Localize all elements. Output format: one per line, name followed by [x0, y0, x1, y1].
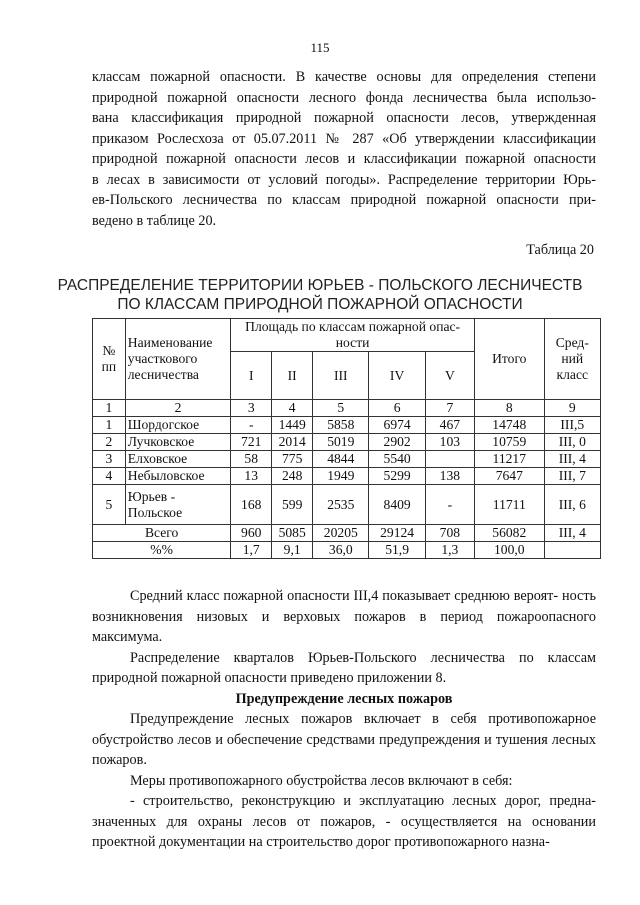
- row-value: 138: [425, 468, 474, 485]
- row-total: 10759: [474, 434, 544, 451]
- table-title-line-1: РАСПРЕДЕЛЕНИЕ ТЕРРИТОРИИ ЮРЬЕВ - ПОЛЬСКОГО ЛЕСНИЧЕСТВ: [57, 277, 583, 294]
- header-class-iii: III: [313, 352, 369, 400]
- table-row: [93, 485, 601, 525]
- row-value: 1449: [272, 417, 313, 434]
- col-number: 3: [231, 400, 272, 417]
- row-value: 467: [425, 417, 474, 434]
- intro-line: классам пожарной опасности. В качестве основы для определения степени: [92, 69, 596, 85]
- intro-line: ведено в таблице 20.: [92, 212, 217, 229]
- row-name: Шордогское: [125, 417, 230, 434]
- table-row: [93, 434, 601, 451]
- row-value: 6974: [369, 417, 425, 434]
- intro-line: ев-Польского лесничества по классам природной пожарной опасности при-: [92, 192, 596, 208]
- row-value: 775: [272, 451, 313, 468]
- sum-value: 29124: [369, 525, 425, 542]
- sum-label: Всего: [93, 525, 231, 542]
- paragraph-prevention: Предупреждение лесных пожаров включает в себя противопожарное обустройство лесов и обеспечение средствами предупреждения и тушения лесных пожаров.: [92, 711, 596, 768]
- header-class-ii: II: [272, 352, 313, 400]
- percent-value: 51,9: [369, 542, 425, 559]
- percent-value: 36,0: [313, 542, 369, 559]
- section-heading-prevention: Предупреждение лесных пожаров: [235, 690, 453, 707]
- row-num: 4: [93, 468, 126, 485]
- row-value: 721: [231, 434, 272, 451]
- row-value: [425, 451, 474, 468]
- row-num: 5: [93, 485, 126, 525]
- column-number-row: [93, 400, 601, 417]
- col-number: 6: [369, 400, 425, 417]
- row-total: 14748: [474, 417, 544, 434]
- col-number: 7: [425, 400, 474, 417]
- table-row: [93, 417, 601, 434]
- header-num: № пп: [93, 319, 126, 400]
- col-number: 4: [272, 400, 313, 417]
- row-value: 248: [272, 468, 313, 485]
- col-number: 5: [313, 400, 369, 417]
- header-area: Площадь по классам пожарной опас- ности: [231, 319, 475, 352]
- row-value: 8409: [369, 485, 425, 525]
- row-total: 11711: [474, 485, 544, 525]
- percent-total: 100,0: [474, 542, 544, 559]
- row-num: 2: [93, 434, 126, 451]
- row-value: 5299: [369, 468, 425, 485]
- header-name: Наименование участкового лесничества: [125, 319, 230, 400]
- paragraph-measures: Меры противопожарного обустройства лесов включают в себя:: [130, 772, 513, 789]
- header-class-iv: IV: [369, 352, 425, 400]
- row-value: 168: [231, 485, 272, 525]
- intro-line: природной пожарной опасности лесов и классификации пожарной опасности: [92, 151, 596, 167]
- intro-line: приказом Рослесхоза от 05.07.2011 № 287 «Об утверждении классификации: [92, 130, 596, 147]
- header-total: Итого: [474, 319, 544, 400]
- row-value: 2014: [272, 434, 313, 451]
- col-number: 9: [544, 400, 600, 417]
- row-avg: III, 0: [544, 434, 600, 451]
- percent-value: 1,7: [231, 542, 272, 559]
- sum-avg: III, 4: [544, 525, 600, 542]
- row-value: 58: [231, 451, 272, 468]
- col-number: 2: [125, 400, 230, 417]
- table-label: Таблица 20: [526, 242, 594, 258]
- table-title-line-2: ПО КЛАССАМ ПРИРОДНОЙ ПОЖАРНОЙ ОПАСНОСТИ: [117, 296, 523, 313]
- row-avg: III, 7: [544, 468, 600, 485]
- paragraph-average-class: Средний класс пожарной опасности III,4 показывает среднюю вероят- ность возникновения низовых и верховых пожаров в период пожароопасного максимума.: [92, 588, 596, 645]
- row-value: 5019: [313, 434, 369, 451]
- page-number: 115: [310, 40, 330, 55]
- row-value: 5540: [369, 451, 425, 468]
- percent-row: [93, 542, 601, 559]
- percent-value: 9,1: [272, 542, 313, 559]
- row-num: 3: [93, 451, 126, 468]
- paragraph-distribution: Распределение кварталов Юрьев-Польского лесничества по классам природной пожарной опасности приведено приложении 8.: [92, 649, 596, 686]
- row-name: Елховское: [125, 451, 230, 468]
- sum-value: 5085: [272, 525, 313, 542]
- row-total: 11217: [474, 451, 544, 468]
- percent-avg-empty: [544, 542, 600, 559]
- row-value: 599: [272, 485, 313, 525]
- row-value: 4844: [313, 451, 369, 468]
- row-value: 5858: [313, 417, 369, 434]
- row-total: 7647: [474, 468, 544, 485]
- table-row: [93, 451, 601, 468]
- row-value: 1949: [313, 468, 369, 485]
- row-avg: III,5: [544, 417, 600, 434]
- row-value: -: [425, 485, 474, 525]
- row-value: 13: [231, 468, 272, 485]
- table-title: [0, 276, 640, 314]
- row-num: 1: [93, 417, 126, 434]
- row-value: 103: [425, 434, 474, 451]
- sum-row: [93, 525, 601, 542]
- col-number: 8: [474, 400, 544, 417]
- percent-value: 1,3: [425, 542, 474, 559]
- row-value: 2902: [369, 434, 425, 451]
- intro-line: природной пожарной опасности лесного фонда лесничества была использо-: [92, 89, 596, 106]
- row-avg: III, 6: [544, 485, 600, 525]
- row-avg: III, 4: [544, 451, 600, 468]
- row-name: Лучковское: [125, 434, 230, 451]
- sum-total: 56082: [474, 525, 544, 542]
- row-name: Юрьев - Польское: [125, 485, 230, 525]
- row-name: Небыловское: [125, 468, 230, 485]
- col-number: 1: [93, 400, 126, 417]
- row-value: 2535: [313, 485, 369, 525]
- sum-value: 20205: [313, 525, 369, 542]
- header-class-v: V: [425, 352, 474, 400]
- sum-value: 708: [425, 525, 474, 542]
- sum-value: 960: [231, 525, 272, 542]
- fire-class-table: [92, 318, 601, 559]
- intro-paragraph: [92, 67, 596, 231]
- row-value: -: [231, 417, 272, 434]
- intro-line: в лесах в зависимости от условий погоды». Распределение территории Юрь-: [92, 171, 596, 188]
- percent-label: %%: [93, 542, 231, 559]
- intro-line: вана классификация природной пожарной опасности лесов, утвержденная: [92, 110, 596, 126]
- table-row: [93, 468, 601, 485]
- header-class-i: I: [231, 352, 272, 400]
- paragraph-roads: - строительство, реконструкцию и эксплуатацию лесных дорог, предна- значенных для охраны лесов от пожаров, - осуществляется на основании проектной документации на строительство дорог противопожарного назна-: [92, 793, 596, 850]
- header-avg-class: Сред- ний класс: [544, 319, 600, 400]
